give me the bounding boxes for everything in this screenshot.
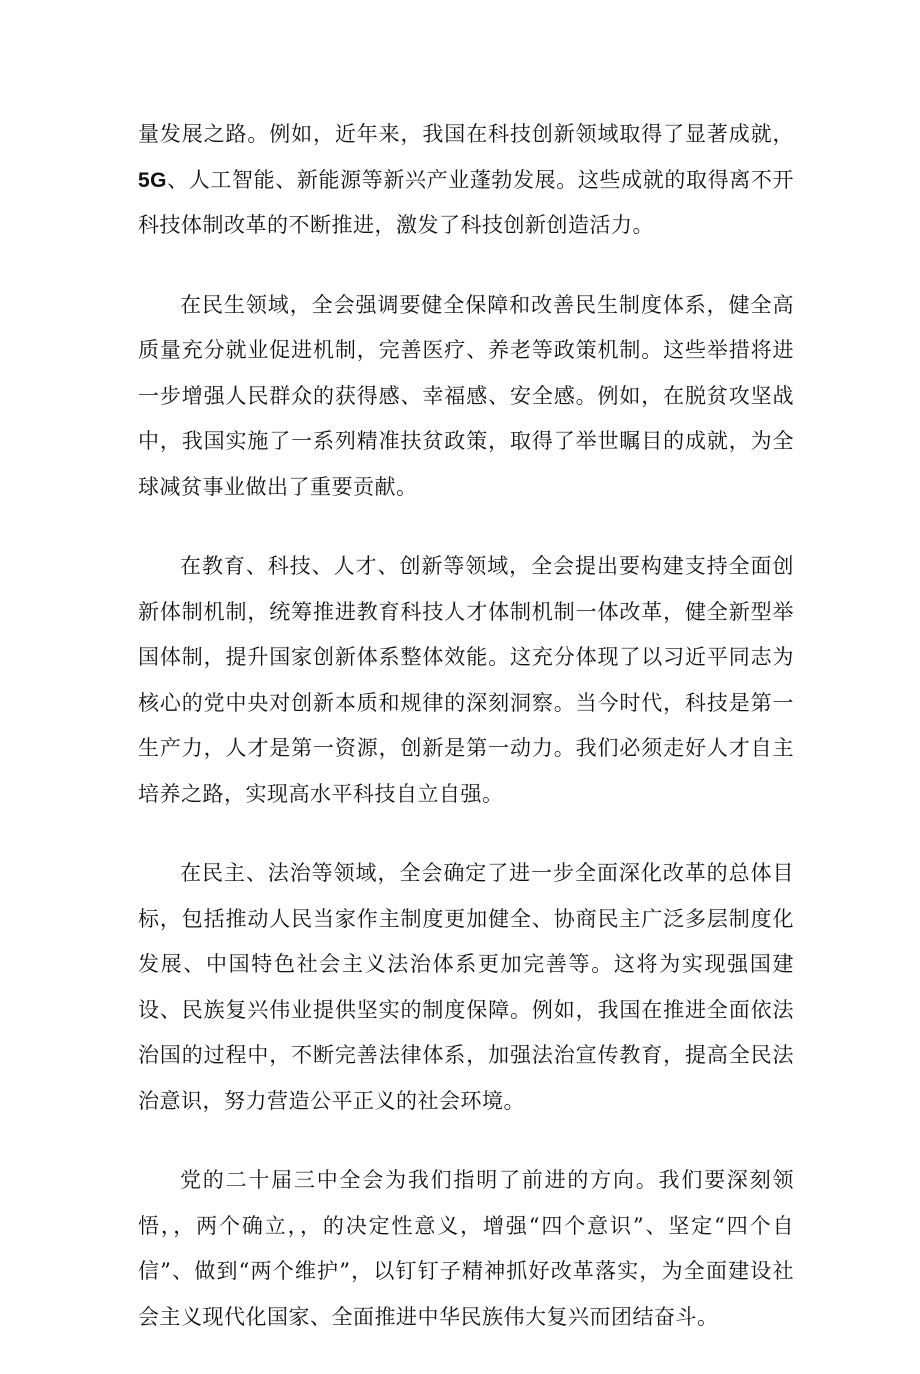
paragraph-1-text-before: 量发展之路。例如，近年来，我国在科技创新领域取得了显著成就，	[138, 122, 794, 146]
paragraph-3: 在教育、科技、人才、创新等领域，全会提出要构建支持全面创新体制机制，统筹推进教育科技人才体制机制一体改革，健全新型举国体制，提升国家创新体系整体效能。这充分体现了以习近平同志为核心的党中央对创新本质和规律的深刻洞察。当今时代，科技是第一生产力，人才是第一资源，创新是第一动力。我们必须走好人才自主培养之路，实现高水平科技自立自强。	[138, 554, 794, 806]
document-body	[138, 112, 794, 1374]
paragraph-1	[138, 112, 794, 249]
paragraph-1-text-after: 、人工智能、新能源等新兴产业蓬勃发展。这些成就的取得离不开科技体制改革的不断推进，激发了科技创新创造活力。	[138, 167, 794, 237]
paragraph-2: 在民生领域，全会强调要健全保障和改善民生制度体系，健全高质量充分就业促进机制，完善医疗、养老等政策机制。这些举措将进一步增强人民群众的获得感、幸福感、安全感。例如，在脱贫攻坚战中，我国实施了一系列精准扶贫政策，取得了举世瞩目的成就，为全球减贫事业做出了重要贡献。	[138, 292, 794, 499]
paragraph-5: 党的二十届三中全会为我们指明了前进的方向。我们要深刻领悟，，两个确立，，的决定性意义，增强“四个意识”、坚定“四个自信”、做到“两个维护”，以钉钉子精神抓好改革落实，为全面建设社会主义现代化国家、全面推进中华民族伟大复兴而团结奋斗。	[138, 1168, 794, 1329]
paragraph-1-bold-term: 5G	[138, 168, 168, 192]
paragraph-4: 在民主、法治等领域，全会确定了进一步全面深化改革的总体目标，包括推动人民当家作主制度更加健全、协商民主广泛多层制度化发展、中国特色社会主义法治体系更加完善等。这将为实现强国建设、民族复兴伟业提供坚实的制度保障。例如，我国在推进全面依法治国的过程中，不断完善法律体系，加强法治宣传教育，提高全民法治意识，努力营造公平正义的社会环境。	[138, 861, 794, 1113]
